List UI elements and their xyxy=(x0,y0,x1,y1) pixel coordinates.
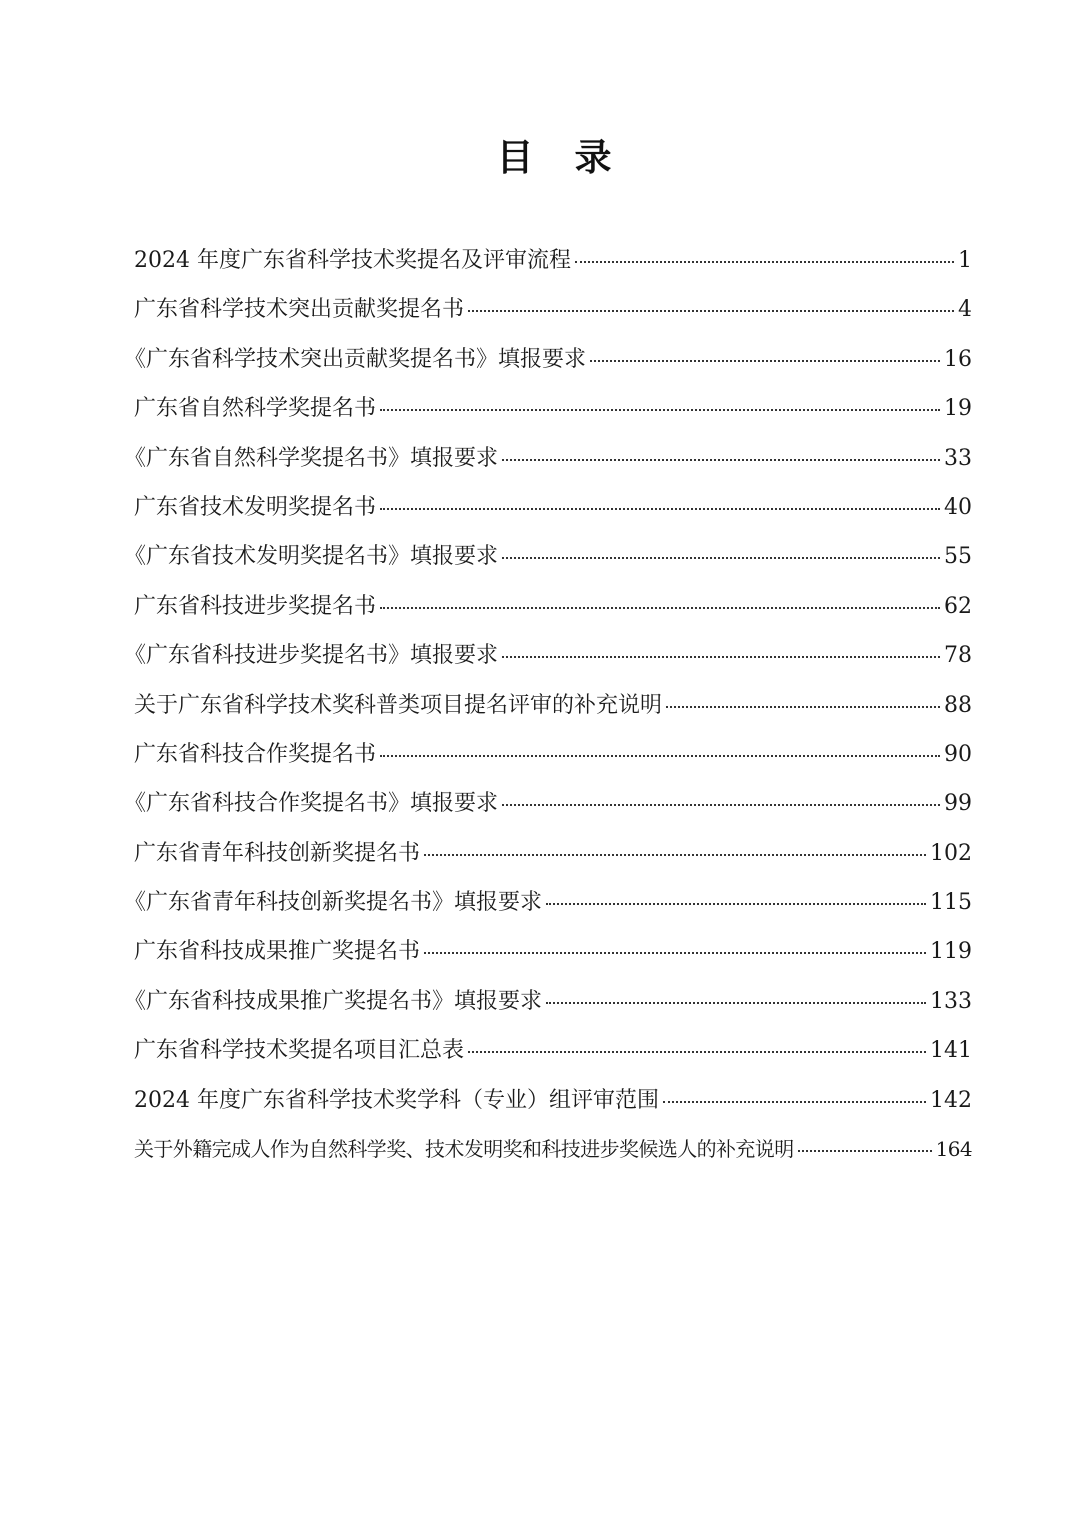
toc-entry[interactable] xyxy=(124,977,972,1026)
toc-entry-page-number: 4 xyxy=(958,297,972,323)
toc-entry-page-number: 19 xyxy=(944,396,972,422)
toc-entry[interactable] xyxy=(124,434,972,483)
dot-leader xyxy=(663,1100,926,1103)
dot-leader xyxy=(502,556,940,559)
dot-leader xyxy=(380,408,940,411)
toc-entry-page-number: 115 xyxy=(930,890,972,916)
dot-leader xyxy=(424,853,926,856)
toc-entry-page-number: 1 xyxy=(958,248,972,273)
dot-leader xyxy=(424,951,926,954)
toc-entry-page-number: 55 xyxy=(944,544,972,570)
toc-entry-title: 广东省科技成果推广奖提名书 xyxy=(134,939,421,965)
toc-entry-page-number: 164 xyxy=(935,1137,972,1162)
dot-leader xyxy=(502,458,940,461)
toc-entry[interactable] xyxy=(134,582,972,631)
dot-leader xyxy=(798,1149,932,1152)
toc-entry[interactable] xyxy=(124,631,972,680)
toc-entry-title: 关于广东省科学技术奖科普类项目提名评审的补充说明 xyxy=(134,692,663,718)
dot-leader xyxy=(666,705,940,708)
toc-entry-page-number: 16 xyxy=(944,346,972,372)
dot-leader xyxy=(468,309,954,312)
toc-entry-page-number: 119 xyxy=(930,939,972,965)
toc-entry[interactable] xyxy=(124,532,972,581)
toc-entry-title: 广东省科技合作奖提名书 xyxy=(134,741,377,767)
toc-entry[interactable] xyxy=(134,483,972,532)
page-title: 目 录 xyxy=(496,136,614,179)
toc-entry-title: 《广东省自然科学奖提名书》填报要求 xyxy=(124,445,499,471)
toc-entry-title: 广东省青年科技创新奖提名书 xyxy=(134,840,421,866)
dot-leader xyxy=(546,902,926,905)
toc-entry-page-number: 141 xyxy=(930,1038,972,1064)
dot-leader xyxy=(380,507,940,510)
table-of-contents xyxy=(124,236,972,1174)
toc-entry[interactable] xyxy=(124,878,972,927)
toc-entry-title: 《广东省科技合作奖提名书》填报要求 xyxy=(124,791,499,817)
toc-entry[interactable] xyxy=(134,1026,972,1075)
toc-entry-title: 广东省科学技术奖提名项目汇总表 xyxy=(134,1038,465,1064)
toc-entry-page-number: 90 xyxy=(944,741,972,767)
toc-entry-title: 《广东省科技成果推广奖提名书》填报要求 xyxy=(124,988,543,1014)
toc-entry-title: 广东省科学技术突出贡献奖提名书 xyxy=(134,297,465,323)
toc-entry-title: 《广东省科技进步奖提名书》填报要求 xyxy=(124,643,499,669)
dot-leader xyxy=(502,655,940,658)
toc-entry-title: 《广东省技术发明奖提名书》填报要求 xyxy=(124,544,499,570)
toc-entry[interactable] xyxy=(134,236,972,285)
toc-entry-title: 《广东省科学技术突出贡献奖提名书》填报要求 xyxy=(124,346,587,372)
toc-entry[interactable] xyxy=(124,779,972,828)
toc-entry[interactable] xyxy=(134,1125,972,1174)
toc-entry-page-number: 33 xyxy=(944,445,972,471)
toc-entry-title: 2024 年度广东省科学技术奖提名及评审流程 xyxy=(134,248,571,273)
toc-entry-title: 广东省技术发明奖提名书 xyxy=(134,494,377,520)
toc-entry-page-number: 142 xyxy=(930,1087,972,1113)
dot-leader xyxy=(468,1050,926,1053)
dot-leader xyxy=(575,260,954,263)
toc-entry-page-number: 88 xyxy=(944,692,972,718)
toc-entry-title: 《广东省青年科技创新奖提名书》填报要求 xyxy=(124,890,543,916)
toc-entry[interactable] xyxy=(134,927,972,976)
toc-entry[interactable] xyxy=(134,829,972,878)
toc-entry-title: 广东省科技进步奖提名书 xyxy=(134,593,377,619)
toc-entry-page-number: 99 xyxy=(944,791,972,817)
toc-entry[interactable] xyxy=(134,384,972,433)
dot-leader xyxy=(380,754,940,757)
toc-entry-page-number: 62 xyxy=(944,593,972,619)
toc-entry-page-number: 133 xyxy=(930,988,972,1014)
toc-entry-title: 广东省自然科学奖提名书 xyxy=(134,396,377,422)
dot-leader xyxy=(590,359,940,362)
dot-leader xyxy=(502,803,940,806)
toc-entry[interactable] xyxy=(134,681,972,730)
dot-leader xyxy=(546,1001,926,1004)
toc-entry-page-number: 78 xyxy=(944,643,972,669)
toc-entry[interactable] xyxy=(134,730,972,779)
toc-entry-title: 2024 年度广东省科学技术奖学科（专业）组评审范围 xyxy=(134,1087,659,1113)
toc-entry[interactable] xyxy=(134,285,972,334)
toc-entry[interactable] xyxy=(124,335,972,384)
toc-entry[interactable] xyxy=(134,1076,972,1125)
dot-leader xyxy=(380,606,940,609)
toc-entry-page-number: 102 xyxy=(930,840,972,866)
toc-entry-title: 关于外籍完成人作为自然科学奖、技术发明奖和科技进步奖候选人的补充说明 xyxy=(134,1137,794,1162)
toc-entry-page-number: 40 xyxy=(944,494,972,520)
